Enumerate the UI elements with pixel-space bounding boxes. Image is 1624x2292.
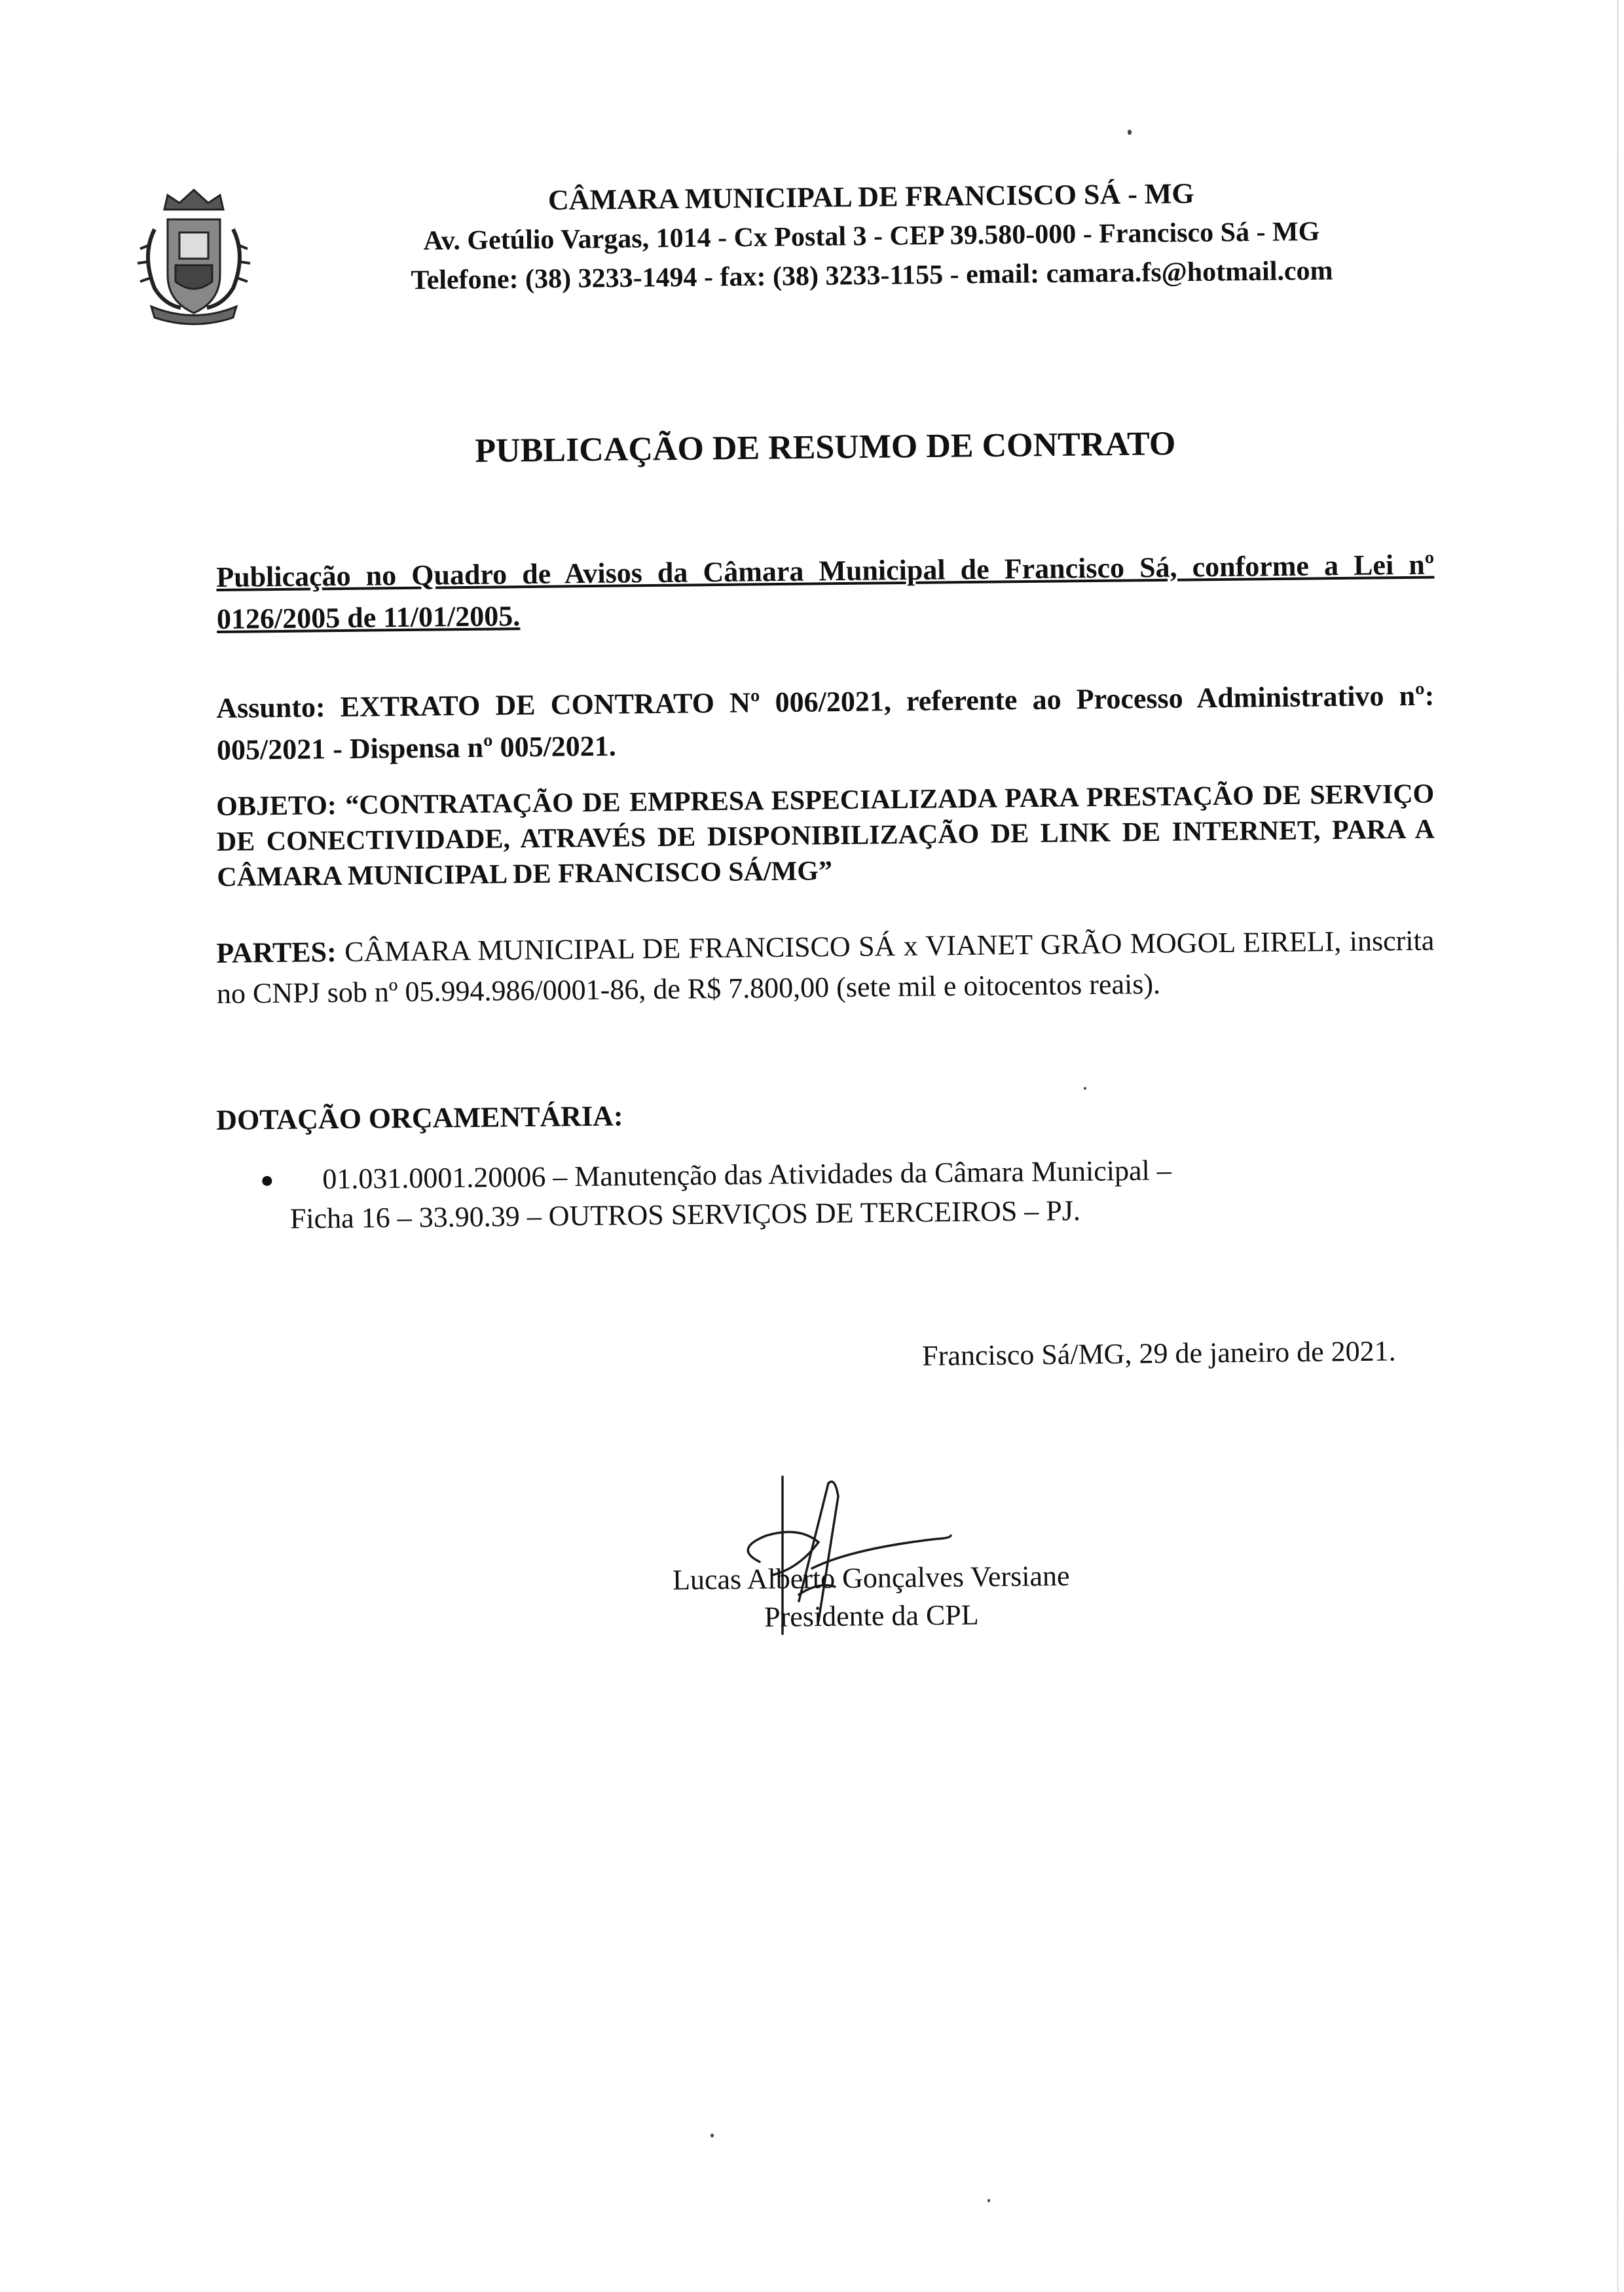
letterhead <box>308 172 1435 301</box>
object-paragraph: OBJETO: “CONTRATAÇÃO DE EMPRESA ESPECIALIZADA PARA PRESTAÇÃO DE SERVIÇO DE CONECTIVIDADE, ATRAVÉS DE DISPONIBILIZAÇÃO DE LINK DE INTERNET, PARA A CÂMARA MUNICIPAL DE FRANCISCO SÁ/MG” <box>216 779 1435 893</box>
signatory-role: Presidente da CPL <box>764 1599 979 1633</box>
budget-item-line1: 01.031.0001.20006 – Manutenção das Atividades da Câmara Municipal – <box>322 1154 1172 1196</box>
scan-speck <box>710 2134 714 2137</box>
publication-note: Publicação no Quadro de Avisos da Câmara Municipal de Francisco Sá, conforme a Lei nº 0126/2005 de 11/01/2005. <box>216 548 1435 635</box>
coat-of-arms-icon <box>128 183 259 327</box>
organization-name: CÂMARA MUNICIPAL DE FRANCISCO SÁ - MG <box>547 177 1194 217</box>
budget-heading: DOTAÇÃO ORÇAMENTÁRIA: <box>216 1100 623 1136</box>
place-and-date: Francisco Sá/MG, 29 de janeiro de 2021. <box>922 1335 1396 1372</box>
bullet-icon <box>262 1176 272 1186</box>
parties-paragraph <box>216 921 1435 1014</box>
scan-speck <box>1084 1087 1086 1090</box>
document-title: PUBLICAÇÃO DE RESUMO DE CONTRATO <box>475 425 1176 470</box>
budget-item-line2: Ficha 16 – 33.90.39 – OUTROS SERVIÇOS DE TERCEIROS – PJ. <box>289 1194 1081 1235</box>
scan-speck <box>1128 130 1132 135</box>
scan-speck <box>987 2199 990 2202</box>
parties-label: PARTES: <box>216 936 337 969</box>
organization-contact: Telefone: (38) 3233-1494 - fax: (38) 3233-1155 - email: camara.fs@hotmail.com <box>411 255 1333 296</box>
subject-paragraph: Assunto: EXTRATO DE CONTRATO Nº 006/2021, referente ao Processo Administrativo nº: 005/2021 - Dispensa nº 005/2021. <box>216 679 1435 766</box>
signatory <box>622 1557 1120 1638</box>
scan-edge-shadow <box>1617 0 1619 2292</box>
budget-list-item <box>262 1149 1297 1239</box>
parties-text: CÂMARA MUNICIPAL DE FRANCISCO SÁ x VIANET GRÃO MOGOL EIRELI, inscrita no CNPJ sob nº 05.994.986/0001-86, de R$ 7.800,00 (sete mil e oitocentos reais). <box>216 924 1435 1010</box>
signatory-name: Lucas Alberto Gonçalves Versiane <box>672 1559 1070 1597</box>
organization-address: Av. Getúlio Vargas, 1014 - Cx Postal 3 - CEP 39.580-000 - Francisco Sá - MG <box>423 216 1320 257</box>
